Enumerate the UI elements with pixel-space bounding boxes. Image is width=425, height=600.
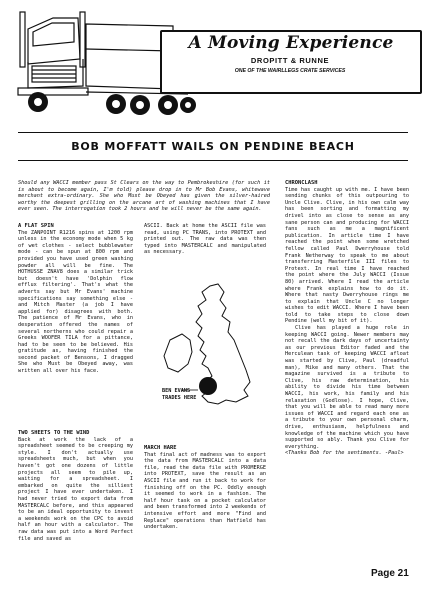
section-heading-two-sheets: TWO SHEETS TO THE WIND xyxy=(18,430,90,436)
chronclash-text-1: Time has caught up with me. I have been sending chunks of this outpouring to Uncle Clive. Clive, in his own calm way has been sorting and formatting my drivel into as close to sense as any sane person can and producing for WACCI fans such as me a magnificent publication. In article time I have reached the point when some wretched fellow called Paul Dwerryhouse told Frank Netherway to speak to me about transferring Masterfile III files to Protext. In real time I have reached the point where the July WACCI (Issue 80) arrived. Where I read the article where Frank explains how to do it. Where that nasty Dwerryhouse rings me to explain that Uncle C no longer wishes to edit WACCI. Where I have been told to take steps to close down Pendine (well my bit of it). xyxy=(285,186,409,325)
section-heading-chronclash: CHRONCLASH xyxy=(285,180,318,186)
column-2-lower xyxy=(144,445,266,531)
map-caption-line-2: TRADES HERE xyxy=(162,395,197,401)
two-sheets-text: Back at work the lack of a spreadsheet seemed to be creeping my style. I don't actually use spreadsheets much, but when you haven't got one dozens of little projects all seem to pile up, waiting for a spreadsheet. I embarked on quite the silliest project I have ever undertaken. I had never tried to export data from MASTERCALC before, and this appeared to be an ideal opportunity to invest a weekends work on the CPC to avoid half an hour with a calculator. The raw data was put into a Word Perfect file and saved as xyxy=(18,436,133,542)
headline-top-rule xyxy=(18,132,408,133)
column-1-lower xyxy=(18,430,133,542)
uk-map-illustration xyxy=(148,278,268,428)
masthead-tagline: ONE OF THE WAIRLLEGS CRATE SERVICES xyxy=(234,68,346,74)
column-2-top xyxy=(144,223,266,256)
headline-bottom-rule xyxy=(18,160,408,161)
column-1 xyxy=(18,223,133,375)
column-3 xyxy=(285,180,409,457)
map-caption-line-1: BEN EVANS xyxy=(162,388,191,394)
march-hare-text: That final act of madness was to export the data from MASTERCALC into a data file, read the data file with PROMERGE into PROTEXT, save the result as an ASCII file and run it back to work for finishing off on the PC. Oddly enough it seemed to work in a fashion. The half hour task on a pocket calculator and been transformed into 2 weekends of intensive effort and more "Find and Replace" operations than Hatfield has undertaken. xyxy=(144,451,266,531)
headline: BOB MOFFATT WAILS ON PENDINE BEACH xyxy=(71,140,355,153)
editor-signoff: <Thanks Bob for the sentiments. -Paul> xyxy=(285,450,404,457)
map-caption xyxy=(162,388,196,402)
masthead-title: A Moving Experience xyxy=(188,33,394,53)
masthead-authors: DROPITT & RUNNE xyxy=(250,56,330,65)
section-heading-march-hare: MARCH HARE xyxy=(144,445,177,451)
page-number: Page 21 xyxy=(371,568,409,579)
intro-paragraph: Should any WACCI member pass St Clears on the way to Pembrokeshire (for such it is about to become again, I'm told) please drop in to Mr Bob Evans, whitewave merchant extra-ordinary. She who Must be Obeyed has given the silver-haired worthy the deepest grilling on the arcane art of washing machines that I have ever seen. The interrogation took 2 hours and he will never be the same again. xyxy=(18,180,270,213)
flat-spin-text: The ZANPOINT R1216 spins at 1200 rpm unless in the economy mode when 5 kg of wet clothes - select bubblewater mode - can be spun at 800 rpm and provided you have used green washing powder all will be fine. The HOTHUSSE ZNAV8 does a similar trick but doesn't have 'Dolphin flow efflux filtering'. That's what the adverts say but Mr Evans' machine specifications say something else - and Mitch Master (a job I have applied for) disagrees with both. The patience of Mr Evans, who in desperation offered the names of several northerns who could repair a Greeks WOOFER TILA for a pittance, had to be seen to be believed. His gratitude as, having finished the second packet of Bensons, I dragged She who Must be Obeyed away, was written all over his face. xyxy=(18,229,133,375)
chronclash-text-2: Clive has played a huge role in keeping WACCI going. Newer members may not recall the dark days of uncertainty as our previous Editor faded and the Herculean task of keeping WACCI afloat was started by Clive, Paul (dreadful man), Mike and many others. That the magazine survived is a tribute to Clive, his raw determination, his ability to divide his time between WACCI, his work, his family and his relaxation (Godlose). I hope, Clive, that you will be able to read many more issues of WACCI and regard each one as a tribute to your own personal charm, drive, enthusiasm, helpfulness and knowledge of the machine which you have supported so ably. Thank you Clive for everything. xyxy=(285,325,409,450)
section-heading-flat-spin: A FLAT SPIN xyxy=(18,223,54,229)
ascii-paragraph: ASCII. Back at home the ASCII file was read, using PC TRANS, into PROTEXT and printed out. The raw data was then typed into MASTERCALC and manipulated as necessary. xyxy=(144,223,266,256)
